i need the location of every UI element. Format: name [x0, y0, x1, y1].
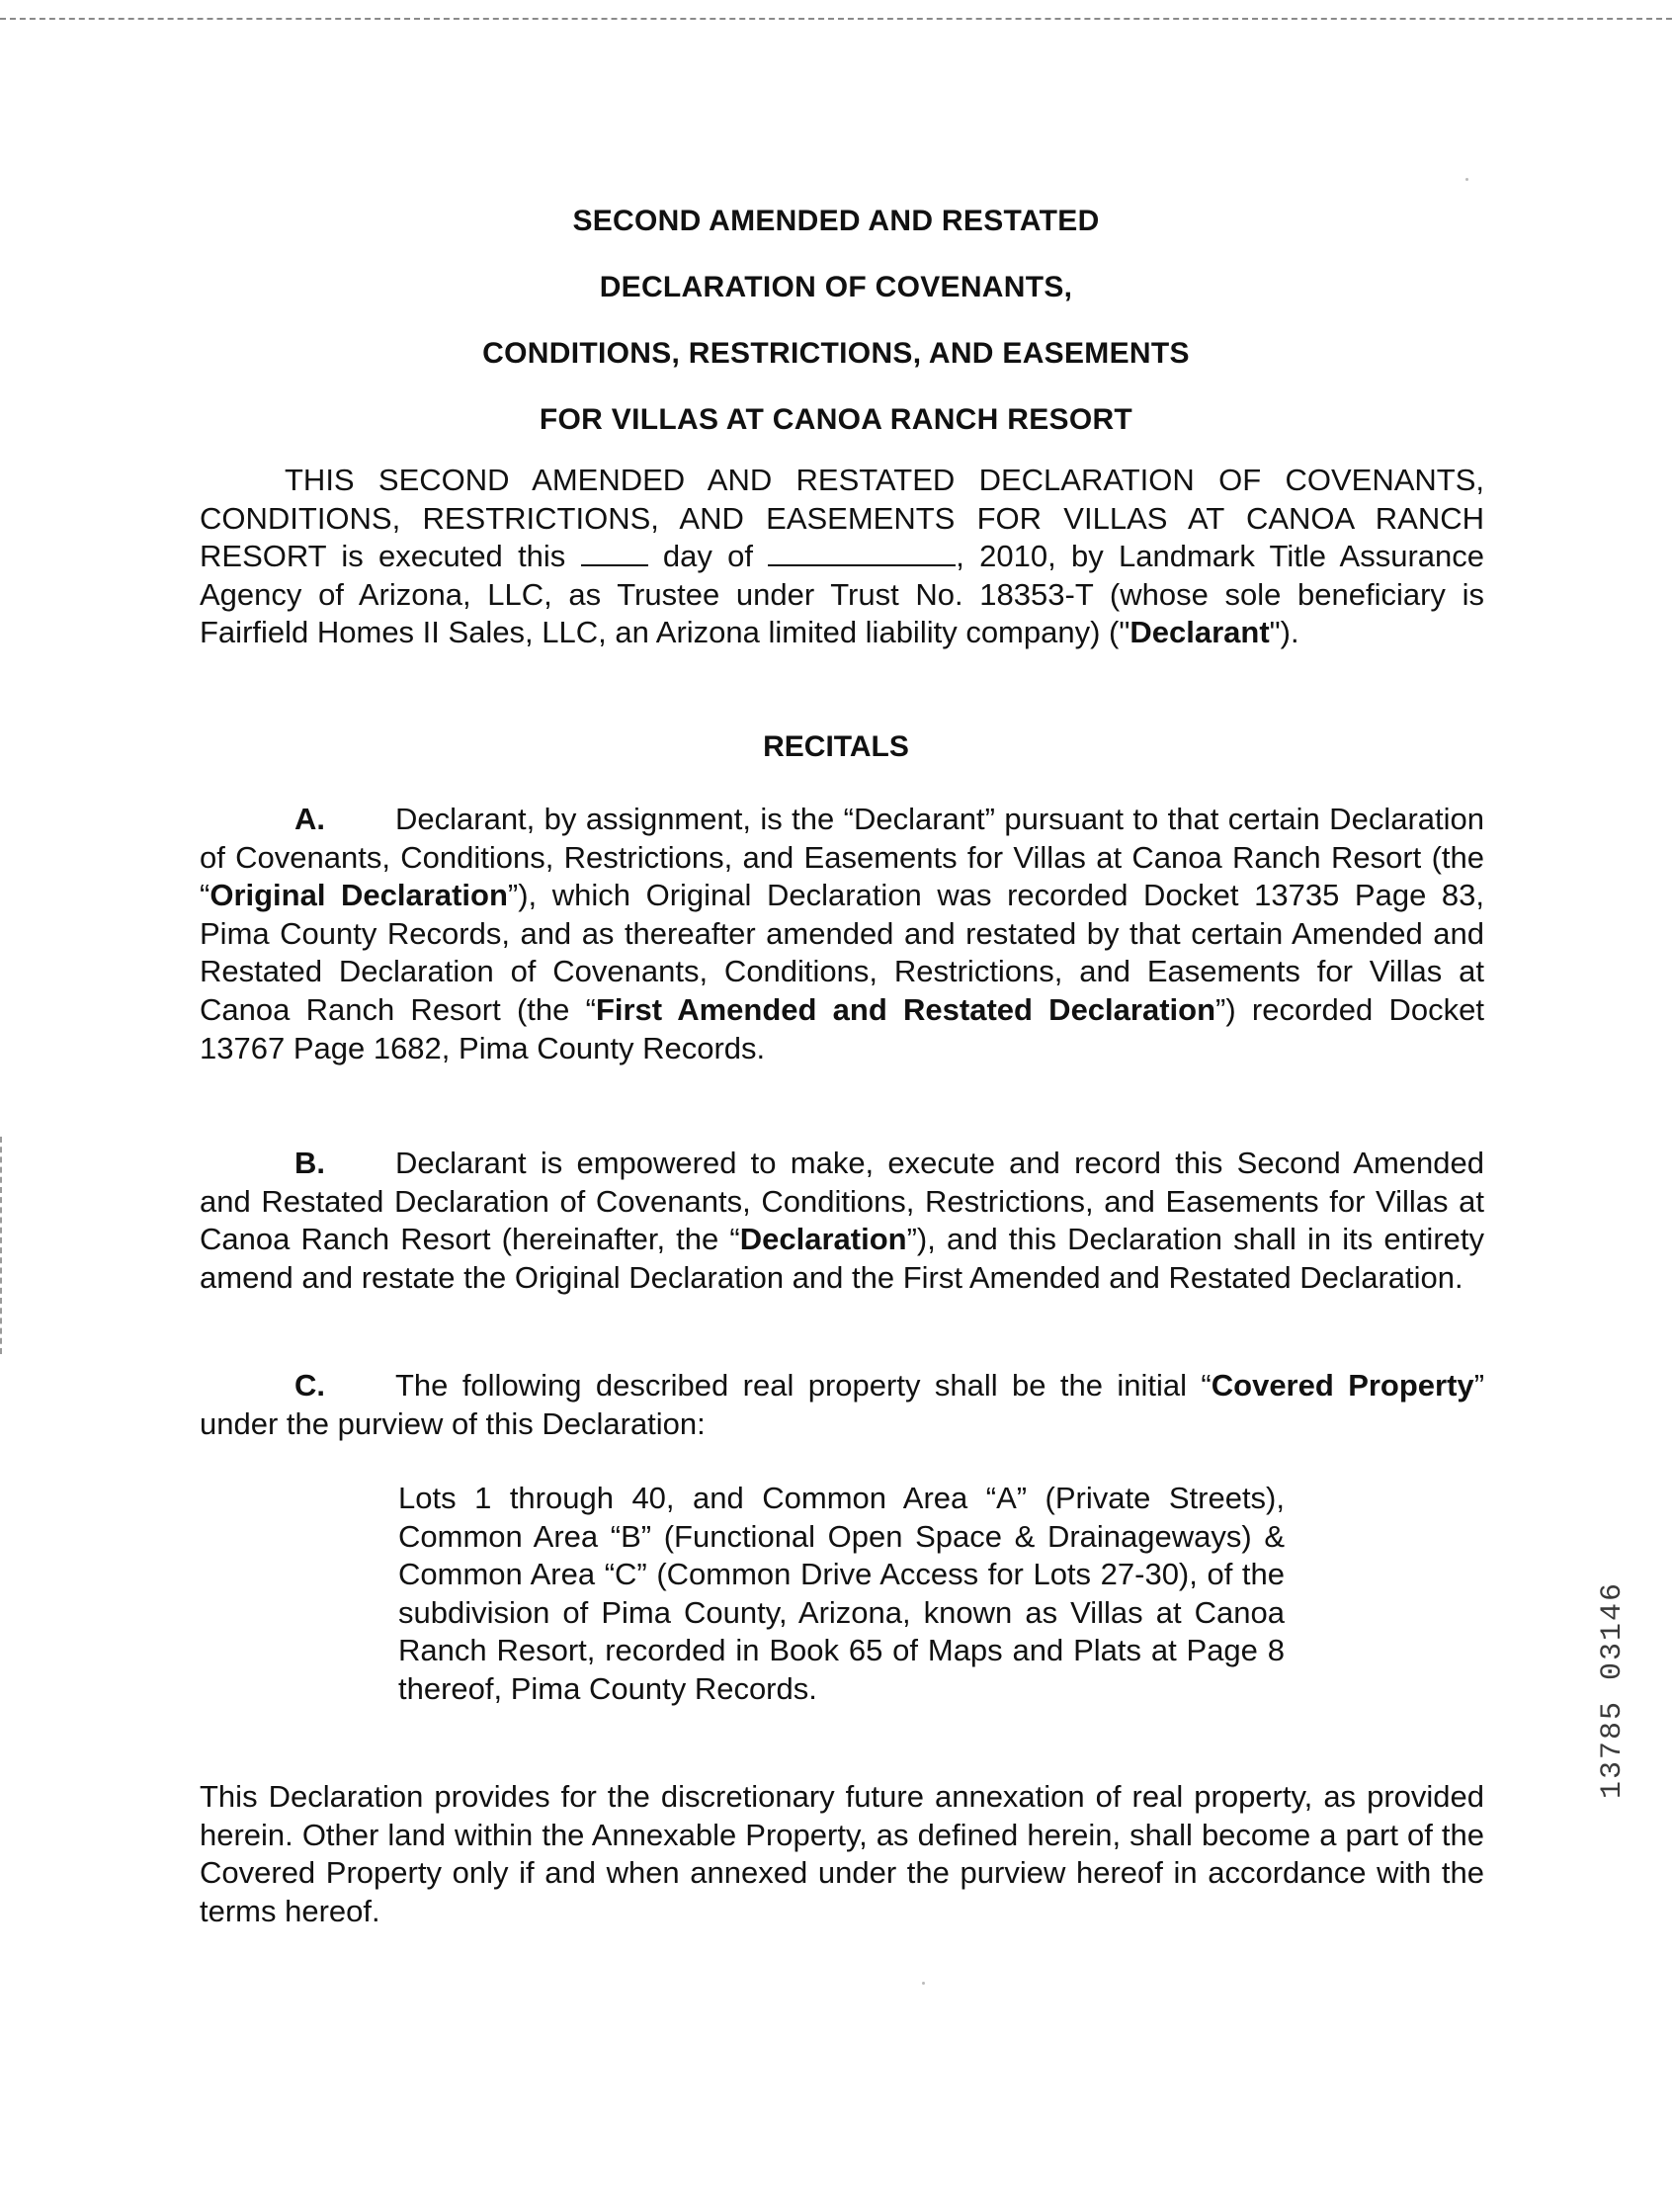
scan-speck: [922, 1982, 925, 1985]
recital-a-text-3: ”) recorded Docket 13767 Page 1682, Pima County Records.: [200, 991, 1484, 1065]
term-declarant: Declarant: [1129, 615, 1270, 650]
intro-text-4: ").: [1269, 615, 1299, 650]
recording-stamp: 13785 03146: [1596, 1581, 1630, 1800]
month-blank: [768, 541, 956, 566]
recital-b: [200, 1145, 1484, 1297]
recital-b-letter: B.: [294, 1146, 325, 1180]
closing-paragraph: This Declaration provides for the discretionary future annexation of real property, as provided herein. Other land within the Annexable Property, as defined herein, shall become a part of the Covered Property only if and when annexed under the purview hereof in accordance with the terms hereof.: [200, 1779, 1484, 1928]
scan-top-rule: [0, 18, 1672, 20]
recitals-heading: RECITALS: [763, 730, 909, 763]
intro-text-2: day of: [662, 539, 753, 574]
legal-description: Lots 1 through 40, and Common Area “A” (Private Streets), Common Area “B” (Functional Open Space & Drainageways) & Common Area “C” (Common Drive Access for Lots 27-30), of the subdivision of Pima County, Arizona, known as Villas at Canoa Ranch Resort, recorded in Book 65 of Maps and Plats at Page 8 thereof, Pima County Records.: [398, 1481, 1285, 1706]
document-title: [0, 188, 1672, 453]
recital-c: [200, 1367, 1484, 1443]
recital-a-text-1: Declarant, by assignment, is the “Declarant” pursuant to that certain Declaration of Covenants, Conditions, Restrictions, and Easements for Villas at Canoa Ranch Resort (the “: [200, 802, 1484, 913]
term-first-amended-declaration: First Amended and Restated Declaration: [595, 991, 1216, 1027]
scan-speck: [1465, 178, 1468, 181]
title-line-2: DECLARATION OF COVENANTS,: [599, 271, 1073, 303]
scan-margin-marks: [0, 1137, 8, 1354]
recital-a-text-2: ”), which Original Declaration was recorded Docket 13735 Page 83, Pima County Records, and as thereafter amended and restated by that certain Amended and Restated Declaration of Covenants, Conditions, Restrictions, and Easements for Villas at Canoa Ranch Resort (the “: [200, 878, 1485, 1027]
day-blank: [581, 541, 648, 566]
term-original-declaration: Original Declaration: [209, 878, 508, 913]
recital-c-letter: C.: [294, 1368, 325, 1403]
recital-c-text-1: The following described real property shall be the initial “: [395, 1368, 1212, 1403]
title-line-4: FOR VILLAS AT CANOA RANCH RESORT: [539, 403, 1133, 436]
title-line-1: SECOND AMENDED AND RESTATED: [572, 205, 1100, 237]
term-declaration: Declaration: [739, 1222, 907, 1257]
title-line-3: CONDITIONS, RESTRICTIONS, AND EASEMENTS: [482, 337, 1190, 370]
recital-a-letter: A.: [294, 802, 325, 836]
recital-a: [200, 801, 1484, 1067]
recital-b-text-2: ”), and this Declaration shall in its entirety amend and restate the Original Declaration and the First Amended and Restated Declaration.: [200, 1222, 1484, 1295]
intro-text-1: THIS SECOND AMENDED AND RESTATED DECLARATION OF COVENANTS, CONDITIONS, RESTRICTIONS, AND EASEMENTS FOR VILLAS AT CANOA RANCH RESORT is executed this: [200, 463, 1484, 574]
recital-b-text-1: Declarant is empowered to make, execute and record this Second Amended and Restated Declaration of Covenants, Conditions, Restrictions, and Easements for Villas at Canoa Ranch Resort (hereinafter, the “: [200, 1146, 1484, 1257]
recital-c-text-2: ” under the purview of this Declaration:: [200, 1368, 1485, 1441]
intro-paragraph: [200, 462, 1484, 652]
intro-text-3: , 2010, by Landmark Title Assurance Agency of Arizona, LLC, as Trustee under Trust No. 18353-T (whose sole beneficiary is Fairfield Homes II Sales, LLC, an Arizona limited liability company) (": [200, 539, 1484, 650]
term-covered-property: Covered Property: [1211, 1368, 1474, 1403]
